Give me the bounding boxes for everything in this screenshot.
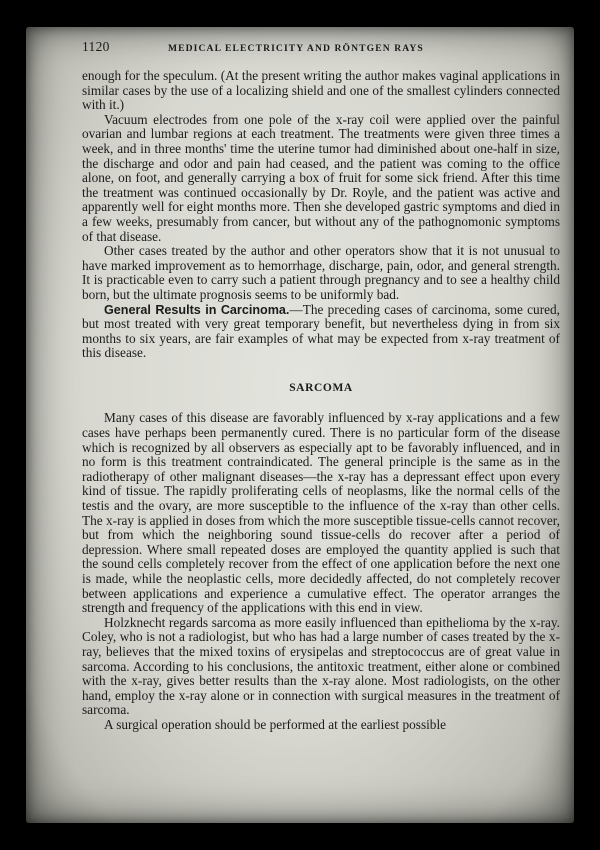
paragraph-general-results <box>82 303 560 361</box>
paragraph-surgical-operation: A surgical operation should be performed at the earliest possible <box>104 716 447 732</box>
section-heading-sarcoma: SARCOMA <box>289 381 353 394</box>
running-head <box>82 40 560 58</box>
running-title: MEDICAL ELECTRICITY AND RÖNTGEN RAYS <box>168 43 424 54</box>
paragraph-vacuum-electrodes: Vacuum electrodes from one pole of the x-ray coil were applied over the painful ovarian and lumbar regions at each treatment. The treatments were given three times a week, and in three months' time the uterine tumor had diminished about one-half in size, the discharge and odor and pain had ceased, and the patient was coming to the office alone, on foot, and generally carrying a box of fruit for some sick friend. After this time the treatment was continued occasionally by Dr. Royle, and the patient was active and apparently well for eight months more. Then she developed gastric symptoms and died in a few weeks, presumably from cancer, but without any of the pathognomonic symptoms of that disease. <box>82 111 560 244</box>
paragraph-other-cases: Other cases treated by the author and other operators show that it is not unusual to have marked improvement as to hemorrhage, discharge, pain, odor, and general strength. It is practicable even to carry such a patient through pregnancy and to see a healthy child born, but the ultimate prognosis seems to be uniformly bad. <box>82 243 560 302</box>
paragraph-general-results-text: —The preceding cases of carcinoma, some cured, but most treated with very great temporary benefit, but nevertheless dying in from six months to six years, are fair examples of what may be expected from x-ray treatment of this disease. <box>82 301 560 361</box>
run-in-heading: General Results in Carcinoma. <box>104 302 290 317</box>
page-number: 1120 <box>82 39 110 54</box>
book-page <box>26 27 574 823</box>
paragraph-sarcoma-intro: Many cases of this disease are favorably influenced by x-ray applications and a few cases have perhaps been permanently cured. There is no particular form of the disease which is recognized by all observers as especially apt to be favorably influenced, and in no form is this treatment contraindicated. The general principle is the same as in the radiotherapy of other malignant diseases—the x-ray has a depressant effect upon every kind of tissue. The rapidly proliferating cells of neoplasms, like the normal cells of the testis and the ovary, are more susceptible to the influence of the x-ray than other cells. The x-ray is applied in doses from which the more susceptible tissue-cells cannot recover, but from which the neighboring sound tissue-cells do recover after a period of depression. Where small repeated doses are employed the quantity applied is such that the sound cells completely recover from the effect of one application before the next one is made, while the neoplastic cells, more decidedly affected, do not completely recover between applications and experience a cumulative effect. The operator arranges the strength and frequency of the applications with this end in view. <box>82 410 561 616</box>
paragraph-holzknecht: Holzknecht regards sarcoma as more easily influenced than epithelioma by the x-ray. Coley, who is not a radiologist, but who has had a large number of cases treated by the x-ray, believes that the mixed toxins of erysipelas and streptococcus are of great value in sarcoma. According to his conclusions, the antitoxic treatment, either alone or combined with the x-ray, gives better results than the x-ray alone. Most radiologists, on the other hand, employ the x-ray alone or in connection with surgical measures in the treatment of sarcoma. <box>82 614 560 718</box>
paragraph-continuation: enough for the speculum. (At the present writing the author makes vaginal applications in similar cases by the use of a localizing shield and one of the smallest cylinders connected with it.) <box>82 68 560 113</box>
page-content <box>82 40 560 733</box>
